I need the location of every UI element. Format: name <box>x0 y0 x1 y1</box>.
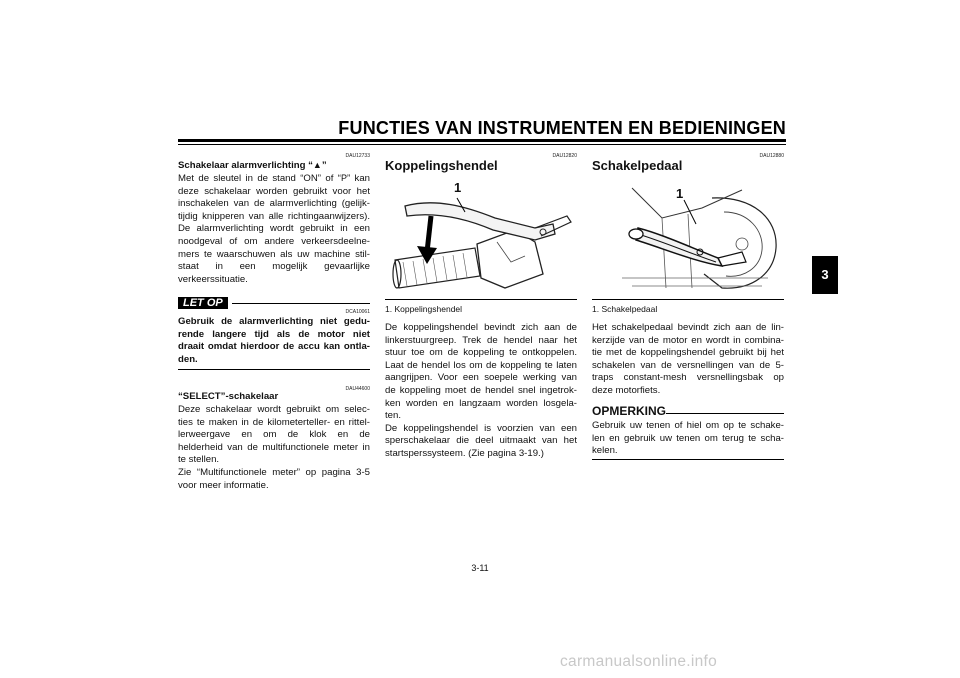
hazard-line-0b: ” kan <box>346 173 370 184</box>
header-rule <box>178 139 786 142</box>
letop-label: LET OP <box>178 297 228 309</box>
hazard-line: inschakelen van de alarmverlichting (gelijk- <box>178 198 370 210</box>
letop-rule <box>232 303 370 304</box>
doc-code: DAU44600 <box>345 386 370 392</box>
shift-pedal-heading: Schakelpedaal <box>592 158 683 173</box>
shift-caption: 1. Schakelpedaal <box>592 304 658 314</box>
hazard-triangle-icon: ▲ <box>312 160 322 170</box>
note-line: Gebruik uw tenen of hiel om op te schake- <box>592 420 784 431</box>
letop-line: Gebruik de alarmverlichting niet gedu- <box>178 316 370 327</box>
select-line: voor meer informatie. <box>178 479 269 491</box>
letop-text <box>178 316 370 366</box>
letop-line: den. <box>178 353 198 365</box>
page-header-title: FUNCTIES VAN INSTRUMENTEN EN BEDIENINGEN <box>338 118 786 138</box>
select-line: Zie “Multifunctionele meter” op pagina 3-5 <box>178 466 370 478</box>
shift-callout-number: 1 <box>676 186 684 201</box>
watermark: carmanualsonline.info <box>560 653 718 670</box>
letop-line: draait omdat hierdoor de accu kan ontla- <box>178 341 370 353</box>
hazard-switch-heading <box>178 159 370 173</box>
doc-code: DCA10061 <box>345 309 370 315</box>
shift-line: kerzijde van de motor en wordt in combina- <box>592 334 784 346</box>
shift-pedal-illustration <box>592 178 784 296</box>
shift-line: Het schakelpedaal bevindt zich aan de lin- <box>592 322 784 333</box>
doc-code: DAU12820 <box>552 153 577 159</box>
select-heading: “SELECT”-schakelaar <box>178 391 279 402</box>
clutch-line: aangrijpen. Voor een soepele werking van <box>385 372 577 384</box>
clutch-line: De koppelingshendel bevindt zich aan de <box>385 322 577 333</box>
clutch-line: De koppelingshendel is voorzien van een <box>385 422 577 434</box>
letop-end-rule <box>178 369 370 370</box>
clutch-line: ten. <box>385 410 402 422</box>
shift-line: schakelen van de versnellingen van de 5- <box>592 359 784 371</box>
hazard-heading-close: ” <box>321 160 327 171</box>
select-line: te stellen. <box>178 454 220 466</box>
doc-code: DAU12880 <box>759 153 784 159</box>
clutch-line: linkerstuurgreep. Trek de hendel naar het <box>385 334 577 346</box>
clutch-text <box>385 322 577 461</box>
clutch-line: de koppeling moet de hendel snel ingetrok- <box>385 384 577 396</box>
select-line: ties te maken in de kilometerteller- en rittel- <box>178 416 370 428</box>
select-line: lerweergave en om de klok en de <box>178 429 370 441</box>
select-text <box>178 404 370 492</box>
select-line: helderheid van de multifunctionele meter in <box>178 441 370 453</box>
clutch-line: ken worden en langzaam worden losgela- <box>385 397 577 409</box>
hazard-line: deze schakelaar worden gebruikt voor het <box>178 185 370 197</box>
clutch-caption: 1. Koppelingshendel <box>385 304 463 314</box>
clutch-line: sperschakelaar die deel uitmaakt van het <box>385 435 577 447</box>
note-line: kelen. <box>592 445 618 457</box>
hazard-text <box>178 172 370 286</box>
clutch-line: startsperssysteem. (Zie pagina 3-19.) <box>385 447 544 459</box>
figure-rule <box>592 299 784 300</box>
hazard-line: tijdig knipperen van alle richtingaanwijzers). <box>178 210 370 222</box>
clutch-lever-illustration <box>385 178 577 296</box>
clutch-line: stuur toe om de koppeling te ontkoppelen. <box>385 347 577 359</box>
page-number: 3-11 <box>471 563 489 573</box>
hazard-line: staat in een mogelijk gevaarlijke <box>178 261 370 273</box>
hazard-line-0a: Met de sleutel in de stand “ON” of “ <box>178 173 341 184</box>
note-label: OPMERKING <box>592 404 667 418</box>
figure-rule <box>385 299 577 300</box>
select-line: Deze schakelaar wordt gebruikt om selec- <box>178 404 370 415</box>
letop-line: rende langere tijd als de motor niet <box>178 328 370 340</box>
note-line: len en gebruik uw tenen om terug te scha- <box>592 432 784 444</box>
note-rule <box>666 413 784 414</box>
shift-line: deze motorfiets. <box>592 384 661 396</box>
hazard-line: De alarmverlichting wordt gebruikt in een <box>178 223 370 235</box>
hazard-line: verkeerssituatie. <box>178 273 248 285</box>
doc-code: DAU12733 <box>345 153 370 159</box>
clutch-line: Laat de hendel los om de koppeling te laten <box>385 359 577 371</box>
clutch-lever-heading: Koppelingshendel <box>385 158 498 173</box>
hazard-line: noodgeval of om andere verkeersdeelne- <box>178 235 370 247</box>
shift-line: traps constant-mesh versnellingsbak op <box>592 372 784 384</box>
shift-text <box>592 322 784 398</box>
shift-line: tie met de koppelingshendel gebruikt bij het <box>592 347 784 359</box>
note-end-rule <box>592 459 784 460</box>
parking-icon: P <box>340 173 347 183</box>
hazard-line: mers te waarschuwen als uw machine stil- <box>178 248 370 260</box>
chapter-tab: 3 <box>812 256 838 294</box>
hazard-heading-text: Schakelaar alarmverlichting “ <box>178 160 313 171</box>
note-text <box>592 420 784 458</box>
header-rule-thin <box>178 144 786 145</box>
clutch-callout-number: 1 <box>454 180 462 195</box>
